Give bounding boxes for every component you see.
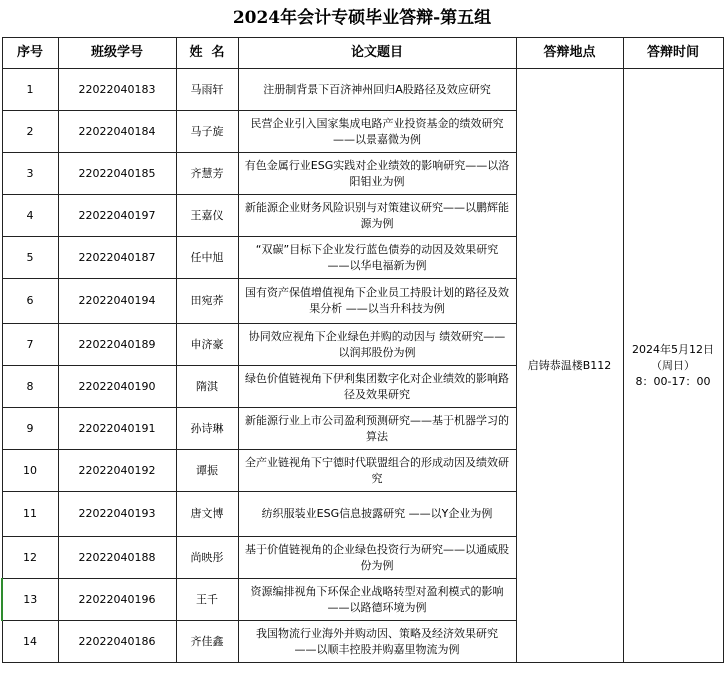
row-name: 谭振 (176, 450, 238, 492)
row-name: 尚映彤 (176, 537, 238, 579)
row-topic: 协同效应视角下企业绿色并购的动因与 绩效研究——以润邦股份为例 (238, 324, 516, 366)
header-location: 答辩地点 (516, 38, 623, 69)
row-class-id: 22022040193 (58, 492, 176, 537)
row-topic: 绿色价值链视角下伊利集团数字化对企业绩效的影响路径及效果研究 (238, 366, 516, 408)
row-name: 齐佳鑫 (176, 621, 238, 663)
row-topic: 纺织服装业ESG信息披露研究 ——以Y企业为例 (238, 492, 516, 537)
row-topic: 有色金属行业ESG实践对企业绩效的影响研究——以洛阳钼业为例 (238, 153, 516, 195)
row-name: 齐慧芳 (176, 153, 238, 195)
row-name: 孙诗琳 (176, 408, 238, 450)
row-topic: “双碳”目标下企业发行蓝色债券的动因及效果研究 ——以华电福新为例 (238, 237, 516, 279)
row-topic: 民营企业引入国家集成电路产业投资基金的绩效研究——以景嘉微为例 (238, 111, 516, 153)
time-range: 8：00-17：00 (635, 374, 711, 388)
row-class-id: 22022040184 (58, 111, 176, 153)
row-topic: 资源编排视角下环保企业战略转型对盈利模式的影响——以路德环境为例 (238, 579, 516, 621)
table-row (2, 69, 723, 111)
header-name: 姓 名 (176, 38, 238, 69)
header-row (2, 38, 723, 69)
row-topic: 新能源企业财务风险识别与对策建议研究——以鹏辉能源为例 (238, 195, 516, 237)
row-index: 1 (2, 69, 58, 111)
row-topic: 全产业链视角下宁德时代联盟组合的形成动因及绩效研究 (238, 450, 516, 492)
row-name: 隋淇 (176, 366, 238, 408)
page-title: 2024年会计专硕毕业答辩-第五组 (232, 8, 492, 28)
row-topic: 我国物流行业海外并购动因、策略及经济效果研究 ——以顺丰控股并购嘉里物流为例 (238, 621, 516, 663)
row-name: 任中旭 (176, 237, 238, 279)
row-name: 申济豪 (176, 324, 238, 366)
row-name: 王千 (176, 579, 238, 621)
time-date: 2024年5月12日 (632, 342, 714, 356)
row-class-id: 22022040185 (58, 153, 176, 195)
row-index: 10 (2, 450, 58, 492)
row-index: 5 (2, 237, 58, 279)
row-index: 12 (2, 537, 58, 579)
row-index: 2 (2, 111, 58, 153)
row-index: 7 (2, 324, 58, 366)
header-time: 答辩时间 (623, 38, 723, 69)
row-class-id: 22022040194 (58, 279, 176, 324)
row-index: 13 (2, 579, 58, 621)
location-cell: 启铸恭温楼B112 (516, 69, 623, 663)
row-class-id: 22022040187 (58, 237, 176, 279)
row-index: 11 (2, 492, 58, 537)
row-topic: 基于价值链视角的企业绿色投资行为研究——以通威股份为例 (238, 537, 516, 579)
row-index: 4 (2, 195, 58, 237)
row-class-id: 22022040188 (58, 537, 176, 579)
row-topic: 新能源行业上市公司盈利预测研究——基于机器学习的算法 (238, 408, 516, 450)
schedule-table (1, 37, 724, 663)
row-index: 8 (2, 366, 58, 408)
row-index: 14 (2, 621, 58, 663)
row-class-id: 22022040189 (58, 324, 176, 366)
header-class-id: 班级学号 (58, 38, 176, 69)
time-weekday: （周日） (651, 358, 695, 372)
time-cell (623, 69, 723, 663)
row-class-id: 22022040191 (58, 408, 176, 450)
row-class-id: 22022040197 (58, 195, 176, 237)
row-topic: 注册制背景下百济神州回归A股路径及效应研究 (238, 69, 516, 111)
row-name: 王嘉仪 (176, 195, 238, 237)
row-index: 6 (2, 279, 58, 324)
header-topic: 论文题目 (238, 38, 516, 69)
row-class-id: 22022040190 (58, 366, 176, 408)
row-class-id: 22022040186 (58, 621, 176, 663)
row-class-id: 22022040183 (58, 69, 176, 111)
header-index: 序号 (2, 38, 58, 69)
row-name: 马子旋 (176, 111, 238, 153)
row-name: 田宛荞 (176, 279, 238, 324)
row-name: 马雨轩 (176, 69, 238, 111)
row-name: 唐文博 (176, 492, 238, 537)
row-class-id: 22022040196 (58, 579, 176, 621)
row-index: 9 (2, 408, 58, 450)
row-class-id: 22022040192 (58, 450, 176, 492)
row-index: 3 (2, 153, 58, 195)
row-topic: 国有资产保值增值视角下企业员工持股计划的路径及效果分析 ——以当升科技为例 (238, 279, 516, 324)
